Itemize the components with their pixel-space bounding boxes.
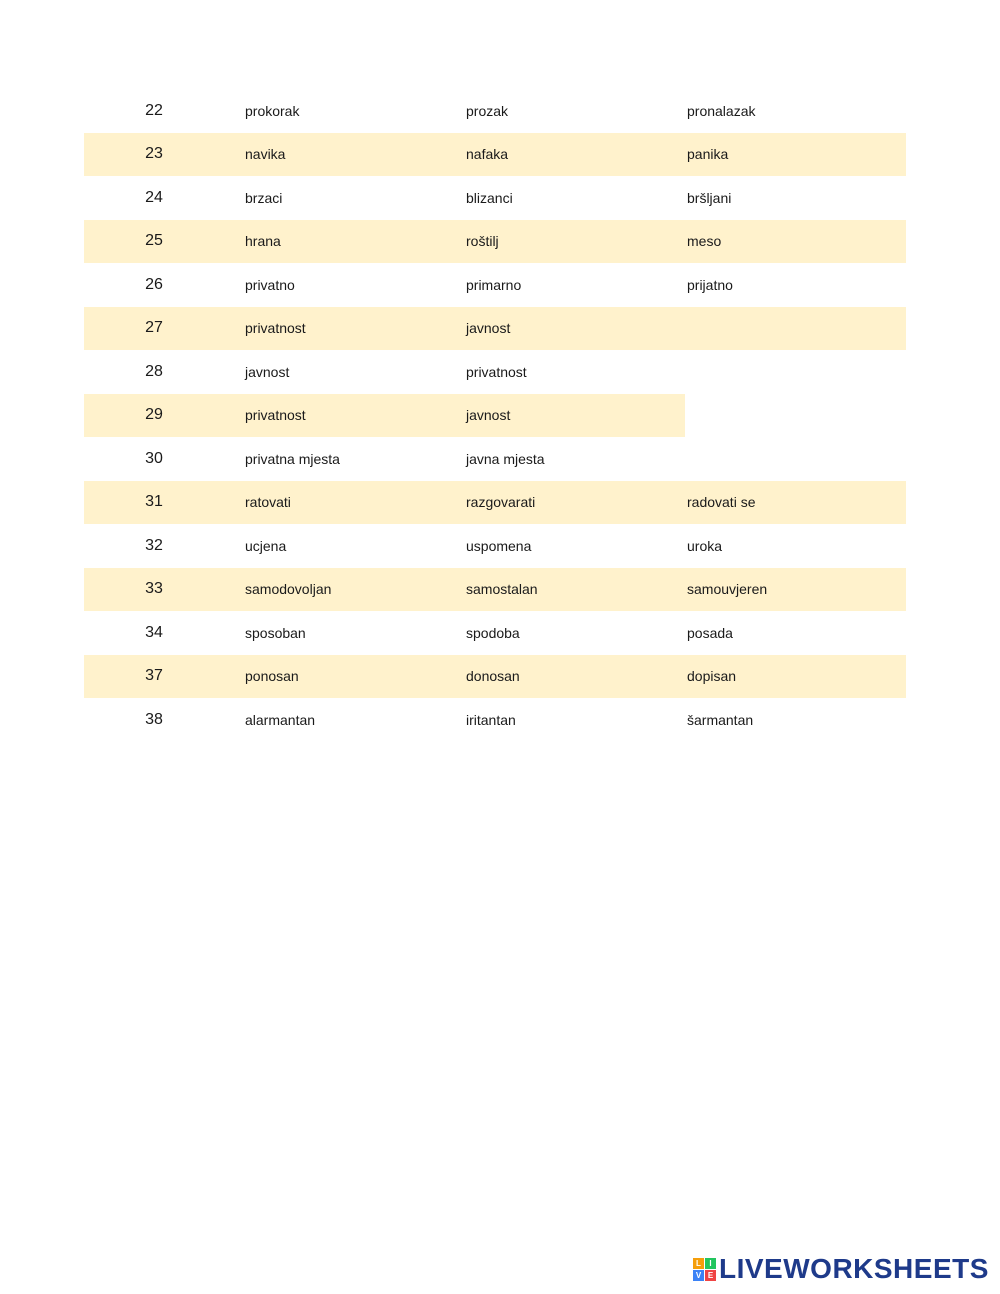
word-option-1[interactable]: alarmantan [245, 711, 316, 728]
row-number: 33 [145, 580, 163, 598]
word-option-2[interactable]: iritantan [466, 711, 516, 728]
row-number: 37 [145, 667, 163, 685]
row-number: 30 [145, 449, 163, 467]
word-option-2[interactable]: roštilj [466, 233, 499, 250]
word-option-3[interactable]: meso [687, 233, 722, 250]
table-row [84, 350, 906, 394]
table-row [84, 176, 906, 220]
word-option-2[interactable]: javnost [466, 320, 511, 337]
row-number: 31 [145, 493, 163, 511]
table-row [84, 698, 906, 742]
row-number: 25 [145, 232, 163, 250]
word-option-3[interactable]: bršljani [687, 189, 732, 206]
word-option-1[interactable]: samodovoljan [245, 581, 332, 598]
row-number: 32 [145, 536, 163, 554]
logo-block: L [693, 1258, 704, 1269]
row-number: 38 [145, 710, 163, 728]
table-row [84, 481, 906, 525]
word-option-2[interactable]: spodoba [466, 624, 520, 641]
word-option-2[interactable]: samostalan [466, 581, 538, 598]
row-number: 22 [145, 101, 163, 119]
word-option-3[interactable]: dopisan [687, 668, 737, 685]
word-option-1[interactable]: privatnost [245, 407, 306, 424]
word-option-2[interactable]: privatnost [466, 363, 527, 380]
table-row [84, 133, 906, 177]
word-option-2[interactable]: nafaka [466, 146, 509, 163]
word-option-3[interactable]: panika [687, 146, 729, 163]
word-option-1[interactable]: privatna mjesta [245, 450, 340, 467]
word-option-3[interactable]: uroka [687, 537, 723, 554]
word-option-3[interactable]: samouvjeren [687, 581, 768, 598]
logo-block: I [705, 1258, 716, 1269]
logo-block: E [705, 1270, 716, 1281]
word-option-2[interactable]: razgovarati [466, 494, 536, 511]
word-option-2[interactable]: uspomena [466, 537, 532, 554]
row-number: 24 [145, 188, 163, 206]
word-option-1[interactable]: privatnost [245, 320, 306, 337]
word-option-3[interactable]: prijatno [687, 276, 733, 293]
table-row [84, 524, 906, 568]
table-row [84, 307, 906, 351]
row-number: 26 [145, 275, 163, 293]
table-row [84, 263, 906, 307]
word-option-1[interactable]: javnost [245, 363, 290, 380]
table-row [84, 568, 906, 612]
word-table [84, 89, 906, 742]
word-option-2[interactable]: javna mjesta [466, 450, 545, 467]
table-row [84, 394, 906, 438]
row-number: 34 [145, 623, 163, 641]
word-option-2[interactable]: primarno [466, 276, 522, 293]
row-number: 27 [145, 319, 163, 337]
word-option-2[interactable]: prozak [466, 102, 509, 119]
table-row [84, 655, 906, 699]
word-option-2[interactable]: donosan [466, 668, 520, 685]
table-row [84, 611, 906, 655]
word-option-1[interactable]: prokorak [245, 102, 300, 119]
logo-text: LIVEWORKSHEETS [719, 1253, 989, 1284]
word-option-3[interactable]: radovati se [687, 494, 756, 511]
word-option-1[interactable]: hrana [245, 233, 281, 250]
table-row [84, 437, 906, 481]
logo-block: V [693, 1270, 704, 1281]
word-option-1[interactable]: brzaci [245, 189, 283, 206]
word-option-3[interactable]: šarmantan [687, 711, 754, 728]
word-option-1[interactable]: privatno [245, 276, 295, 293]
table-row [84, 89, 906, 133]
word-option-1[interactable]: navika [245, 146, 286, 163]
word-option-1[interactable]: sposoban [245, 624, 306, 641]
word-option-3[interactable]: posada [687, 624, 733, 641]
word-option-3[interactable]: pronalazak [687, 102, 756, 119]
word-option-1[interactable]: ucjena [245, 537, 287, 554]
row-number: 23 [145, 145, 163, 163]
word-option-2[interactable]: javnost [466, 407, 511, 424]
liveworksheets-logo [693, 1255, 989, 1283]
word-option-1[interactable]: ratovati [245, 494, 291, 511]
word-option-2[interactable]: blizanci [466, 189, 513, 206]
table-row [84, 220, 906, 264]
row-number: 28 [145, 362, 163, 380]
row-number: 29 [145, 406, 163, 424]
word-option-1[interactable]: ponosan [245, 668, 299, 685]
logo-icon [693, 1258, 716, 1281]
